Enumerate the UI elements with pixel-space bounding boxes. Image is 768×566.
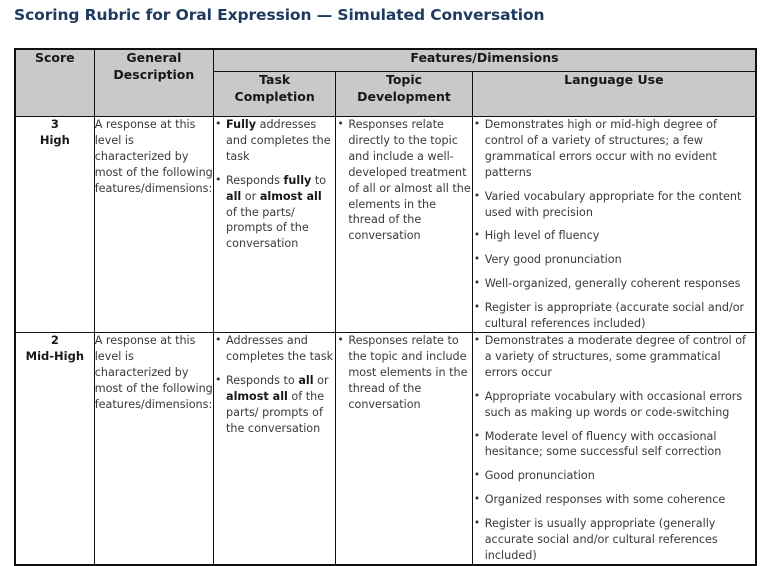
score-number: 3 [50,117,59,131]
general-description-line-1: General [126,50,182,65]
header-row-group [15,49,756,72]
list-item-text: or [241,189,260,203]
topic-development-list [336,117,471,244]
list-item-text: Organized responses with some coherence [484,493,726,507]
list-item [226,117,335,165]
list-item [485,516,755,564]
emphasis-text: Fully [226,118,257,131]
cell-general-description: A response at this level is characterized by most of the following features/dimensions: [94,117,213,333]
table-row [15,332,756,564]
list-item-text: or [313,373,329,387]
list-item-text: Register is usually appropriate (generally accurate social and/or cultural references included) [484,517,718,562]
list-item-text: Responds [226,173,284,187]
column-header-score: Score [15,49,94,117]
list-item [485,333,755,381]
task-completion-line-1: Task [259,72,291,87]
scoring-rubric-table [14,48,757,566]
column-header-language-use: Language Use [472,72,756,117]
list-item-text: Demonstrates a moderate degree of control of a variety of structures, some grammatical errors occur [484,333,746,379]
general-description-line-2: Description [113,66,195,82]
emphasis-text: fully [283,173,312,187]
list-item-text: Addresses and completes the task [226,333,334,363]
emphasis-text: almost all [259,189,322,203]
list-item-text: addresses and completes the task [226,118,331,163]
list-item-text: Moderate level of fluency with occasional hesitance; some successful self correction [484,429,722,459]
cell-score [15,117,94,333]
table-row [15,117,756,333]
list-item [485,429,755,461]
list-item-text: Well-organized, generally coherent responses [484,277,741,291]
list-item-text: of the parts/ prompts of the conversation [226,205,309,251]
column-header-task-completion [214,72,336,117]
cell-score [15,332,94,564]
list-item [226,333,335,365]
cell-general-description: A response at this level is characterized by most of the following features/dimensions: [94,332,213,564]
list-item [226,173,335,253]
list-item-text: High level of fluency [484,229,600,243]
list-item-text: to [311,173,327,187]
list-item-text: Responses relate to the topic and include most elements in the thread of the conversation [348,333,468,411]
emphasis-text: all [226,189,242,203]
list-item [485,389,755,421]
list-item-text: Appropriate vocabulary with occasional errors such as making up words or code-switching [484,389,743,419]
emphasis-text: all [298,373,314,387]
list-item [485,117,755,181]
list-item [485,468,755,484]
list-item [226,373,335,437]
emphasis-text: almost all [226,389,288,403]
list-item-text: of the parts/ prompts of the conversation [226,389,325,435]
list-item [485,228,755,244]
list-item [348,333,471,413]
list-item [485,252,755,268]
topic-development-line-1: Topic [385,72,423,87]
cell-task-completion [214,332,336,564]
cell-language-use [472,117,756,333]
list-item [348,117,471,244]
topic-development-line-2: Development [357,88,451,104]
column-header-general-description [94,49,213,117]
list-item-text: Very good pronunciation [484,253,622,267]
column-header-features-dimensions: Features/Dimensions [214,49,756,72]
score-label: Mid-High [25,348,85,363]
score-label: High [39,132,70,147]
score-number: 2 [50,332,59,347]
list-item-text: Register is appropriate (accurate social and/or cultural references included) [484,301,745,331]
list-item [485,492,755,508]
cell-language-use [472,332,756,564]
cell-topic-development [336,332,472,564]
list-item-text: Demonstrates high or mid-high degree of control of a variety of structures; a few grammatical errors occur with no evident patterns [484,118,717,179]
list-item [485,189,755,221]
cell-topic-development [336,117,472,333]
task-completion-list [214,333,335,436]
list-item-text: Responds to [226,373,299,387]
list-item-text: Responses relate directly to the topic and include a well-developed treatment of all or almost all the elements in the thread of the conversation [348,118,471,243]
task-completion-list [214,117,335,252]
topic-development-list [336,333,471,413]
page-title: Scoring Rubric for Oral Expression — Simulated Conversation [14,6,545,24]
list-item-text: Varied vocabulary appropriate for the content used with precision [484,189,742,219]
list-item-text: Good pronunciation [484,469,595,483]
list-item [485,300,755,332]
task-completion-line-2: Completion [234,88,315,104]
language-use-list [473,333,755,564]
list-item [485,276,755,292]
cell-task-completion [214,117,336,333]
language-use-list [473,117,755,332]
table-body [15,117,756,565]
table-head [15,49,756,117]
column-header-topic-development [336,72,472,117]
